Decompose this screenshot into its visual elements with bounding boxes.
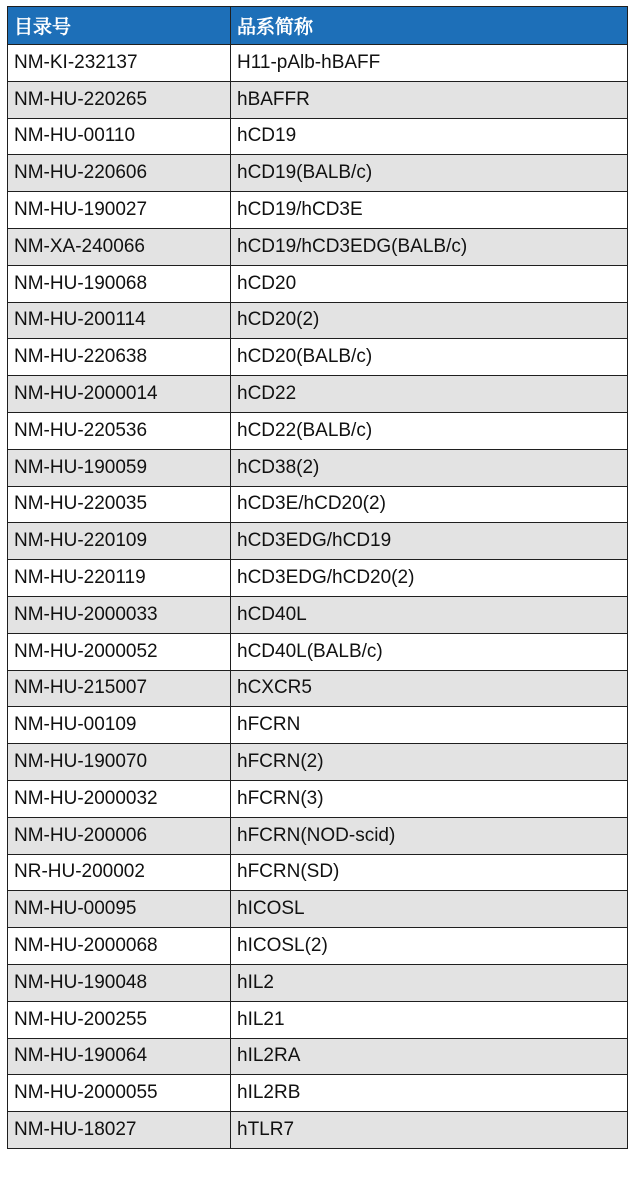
catalog-number-cell: NM-HU-190064 [8,1038,231,1075]
catalog-number-cell: NM-HU-220606 [8,155,231,192]
table-row [8,523,628,560]
strain-name-cell: hCD3E/hCD20(2) [231,486,628,523]
catalog-number-cell: NM-HU-00110 [8,118,231,155]
catalog-number-cell: NM-HU-220035 [8,486,231,523]
strain-name-cell: hFCRN(3) [231,780,628,817]
table-row [8,228,628,265]
catalog-number-cell: NM-HU-190070 [8,744,231,781]
catalog-number-cell: NM-HU-2000014 [8,376,231,413]
table-row [8,817,628,854]
table-row [8,45,628,82]
catalog-number-cell: NM-HU-220638 [8,339,231,376]
strain-name-cell: hCD19(BALB/c) [231,155,628,192]
table-row [8,964,628,1001]
strain-name-cell: hCD22(BALB/c) [231,412,628,449]
table-row [8,81,628,118]
catalog-number-cell: NM-HU-220265 [8,81,231,118]
catalog-number-cell: NM-HU-2000032 [8,780,231,817]
strain-name-cell: hFCRN(2) [231,744,628,781]
table-row [8,1112,628,1149]
catalog-number-cell: NM-HU-220536 [8,412,231,449]
strain-name-cell: hCD22 [231,376,628,413]
catalog-number-cell: NM-HU-18027 [8,1112,231,1149]
catalog-number-cell: NM-KI-232137 [8,45,231,82]
strain-name-cell: hCD20(2) [231,302,628,339]
table-row [8,486,628,523]
strain-name-cell: hCD3EDG/hCD19 [231,523,628,560]
table-row [8,192,628,229]
table-row [8,560,628,597]
strain-name-cell: hCD38(2) [231,449,628,486]
table-row [8,780,628,817]
header-strain-abbreviation: 品系简称 [231,7,628,45]
strain-name-cell: hIL2RA [231,1038,628,1075]
table-row [8,633,628,670]
catalog-number-cell: NM-HU-200255 [8,1001,231,1038]
strain-name-cell: hCD19/hCD3E [231,192,628,229]
catalog-number-cell: NM-XA-240066 [8,228,231,265]
strain-name-cell: hBAFFR [231,81,628,118]
table-row [8,854,628,891]
strain-name-cell: hCD3EDG/hCD20(2) [231,560,628,597]
table-row [8,155,628,192]
table-row [8,707,628,744]
catalog-number-cell: NM-HU-190048 [8,964,231,1001]
strain-name-cell: hFCRN(NOD-scid) [231,817,628,854]
strain-table [7,6,628,1149]
catalog-number-cell: NM-HU-190068 [8,265,231,302]
catalog-number-cell: NM-HU-215007 [8,670,231,707]
table-row [8,670,628,707]
table-body [8,45,628,1149]
strain-name-cell: hIL21 [231,1001,628,1038]
table-row [8,412,628,449]
table-header-row [8,7,628,45]
table-row [8,265,628,302]
strain-name-cell: hICOSL [231,891,628,928]
catalog-number-cell: NM-HU-2000055 [8,1075,231,1112]
table-row [8,449,628,486]
strain-name-cell: hCD40L(BALB/c) [231,633,628,670]
catalog-number-cell: NM-HU-00109 [8,707,231,744]
catalog-number-cell: NM-HU-2000068 [8,928,231,965]
strain-name-cell: hCD19 [231,118,628,155]
catalog-number-cell: NM-HU-200114 [8,302,231,339]
table-row [8,118,628,155]
table-row [8,928,628,965]
table-row [8,339,628,376]
table-row [8,376,628,413]
strain-name-cell: hCD20(BALB/c) [231,339,628,376]
catalog-number-cell: NM-HU-190027 [8,192,231,229]
table-row [8,1001,628,1038]
table-row [8,744,628,781]
catalog-number-cell: NM-HU-200006 [8,817,231,854]
catalog-number-cell: NM-HU-00095 [8,891,231,928]
strain-name-cell: hCD20 [231,265,628,302]
strain-name-cell: hIL2RB [231,1075,628,1112]
strain-name-cell: hTLR7 [231,1112,628,1149]
strain-name-cell: hCXCR5 [231,670,628,707]
strain-name-cell: hICOSL(2) [231,928,628,965]
table-row [8,596,628,633]
strain-name-cell: hCD19/hCD3EDG(BALB/c) [231,228,628,265]
table-row [8,891,628,928]
catalog-number-cell: NR-HU-200002 [8,854,231,891]
strain-name-cell: hFCRN [231,707,628,744]
strain-name-cell: H11-pAlb-hBAFF [231,45,628,82]
catalog-number-cell: NM-HU-220119 [8,560,231,597]
strain-name-cell: hCD40L [231,596,628,633]
catalog-number-cell: NM-HU-2000033 [8,596,231,633]
catalog-number-cell: NM-HU-220109 [8,523,231,560]
strain-name-cell: hFCRN(SD) [231,854,628,891]
strain-name-cell: hIL2 [231,964,628,1001]
table-row [8,1075,628,1112]
table-row [8,302,628,339]
table-row [8,1038,628,1075]
header-catalog-number: 目录号 [8,7,231,45]
catalog-number-cell: NM-HU-2000052 [8,633,231,670]
strain-table-container [7,6,627,1149]
catalog-number-cell: NM-HU-190059 [8,449,231,486]
